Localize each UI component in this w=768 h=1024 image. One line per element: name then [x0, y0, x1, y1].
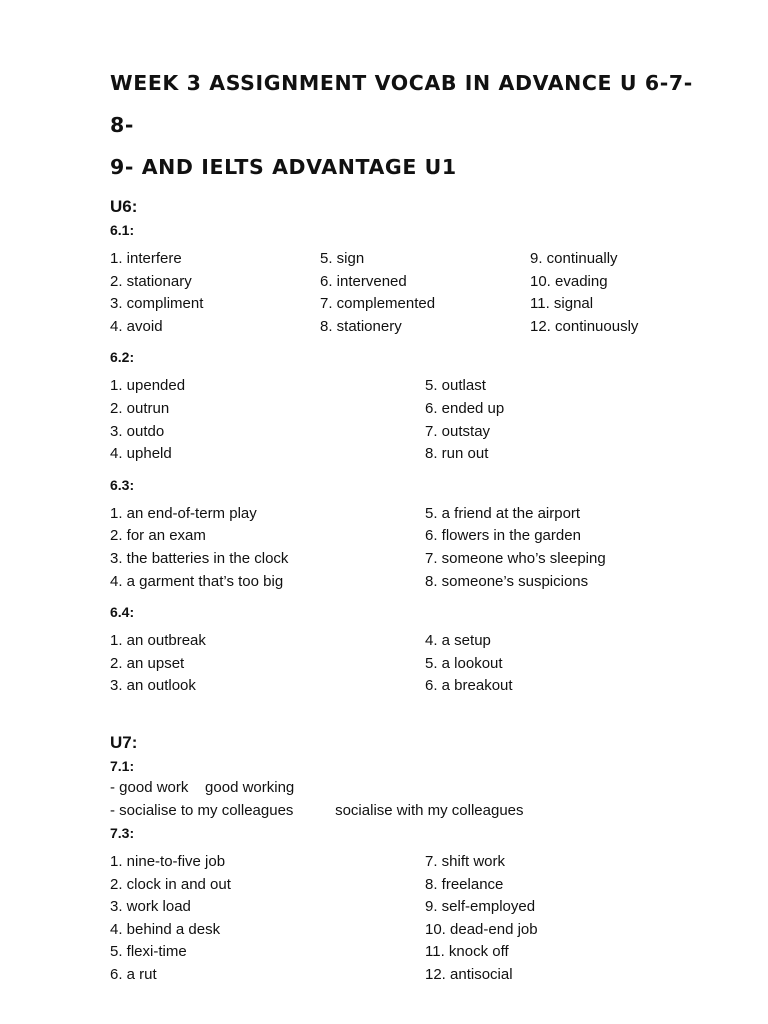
- unit-6-heading: U6:: [110, 197, 138, 216]
- list-item: 7. complemented: [320, 295, 436, 313]
- list-row: [110, 525, 710, 548]
- list-item: 10. dead-end job: [425, 920, 538, 938]
- section-6-4-list: [110, 630, 710, 698]
- section-7-1-line-1: - good work good working: [110, 778, 295, 796]
- section-6-3-label: 6.3:: [110, 476, 135, 493]
- list-item: 9. self-employed: [425, 898, 536, 916]
- list-row: [110, 293, 710, 316]
- list-item: 8. someone’s suspicions: [425, 572, 589, 590]
- list-item: 4. behind a desk: [110, 920, 221, 938]
- section-6-1-label: 6.1:: [110, 222, 135, 238]
- list-item: 5. sign: [320, 250, 365, 267]
- list-row: [110, 316, 710, 339]
- list-item: 12. continuously: [530, 317, 639, 335]
- list-item: 4. avoid: [110, 317, 163, 335]
- list-item: 10. evading: [530, 272, 608, 290]
- list-item: 2. an upset: [110, 654, 185, 672]
- list-item: 7. someone who’s sleeping: [425, 549, 606, 567]
- list-item: 6. a breakout: [425, 677, 513, 695]
- list-row: [110, 964, 710, 987]
- unit-7-heading: U7:: [110, 732, 138, 752]
- list-item: 5. a friend at the airport: [425, 504, 581, 522]
- list-row: [110, 248, 710, 271]
- list-row: [110, 571, 710, 594]
- list-item: 6. ended up: [425, 399, 505, 417]
- list-item: 2. outrun: [110, 399, 170, 417]
- list-row: [110, 896, 710, 919]
- section-6-2-label: 6.2:: [110, 349, 135, 366]
- list-row: [110, 630, 710, 653]
- list-row: [110, 271, 710, 294]
- list-row: [110, 941, 710, 964]
- list-row: [110, 548, 710, 571]
- section-7-1-line-2: - socialise to my colleagues socialise with my colleagues: [110, 801, 524, 819]
- list-item: 5. outlast: [425, 377, 486, 395]
- list-item: 1. interfere: [110, 250, 182, 267]
- list-item: 4. upheld: [110, 445, 172, 463]
- list-item: 2. clock in and out: [110, 875, 231, 893]
- list-row: [110, 375, 710, 398]
- list-item: 5. flexi-time: [110, 943, 187, 961]
- list-item: 6. flowers in the garden: [425, 527, 581, 545]
- list-row: [110, 443, 710, 466]
- section-6-4-label: 6.4:: [110, 604, 135, 621]
- section-6-1-list: [110, 248, 710, 338]
- list-item: 7. shift work: [425, 853, 506, 871]
- list-item: 1. upended: [110, 377, 186, 395]
- list-row: [110, 851, 710, 874]
- section-6-3-list: [110, 503, 710, 593]
- list-item: 6. a rut: [110, 966, 157, 984]
- list-row: [110, 421, 710, 444]
- list-item: 9. continually: [530, 250, 618, 267]
- list-row: [110, 653, 710, 676]
- section-7-3-list: [110, 851, 710, 987]
- document-title-line-2: 9- AND IELTS ADVANTAGE U1: [110, 155, 457, 179]
- list-item: 3. compliment: [110, 295, 204, 313]
- list-item: 12. antisocial: [425, 966, 513, 984]
- list-item: 1. an end-of-term play: [110, 504, 257, 522]
- list-item: 1. an outbreak: [110, 632, 206, 650]
- list-row: [110, 675, 710, 698]
- list-row: [110, 398, 710, 421]
- list-item: 7. outstay: [425, 422, 491, 440]
- list-item: 8. stationery: [320, 317, 402, 335]
- list-item: 8. run out: [425, 445, 489, 463]
- list-row: [110, 919, 710, 942]
- list-item: 4. a setup: [425, 632, 491, 650]
- list-item: 3. the batteries in the clock: [110, 549, 289, 567]
- list-item: 2. for an exam: [110, 527, 206, 545]
- list-item: 2. stationary: [110, 272, 192, 290]
- section-7-1-label: 7.1:: [110, 757, 135, 774]
- list-item: 11. knock off: [425, 943, 509, 961]
- document-page: [110, 62, 710, 987]
- section-7-3-label: 7.3:: [110, 825, 135, 842]
- list-row: [110, 874, 710, 897]
- list-item: 3. an outlook: [110, 677, 196, 695]
- section-6-2-list: [110, 375, 710, 465]
- list-item: 6. intervened: [320, 272, 407, 290]
- list-row: [110, 503, 710, 526]
- list-item: 3. outdo: [110, 422, 165, 440]
- list-item: 1. nine-to-five job: [110, 853, 226, 871]
- list-item: 8. freelance: [425, 875, 504, 893]
- document-title-line-1: WEEK 3 ASSIGNMENT VOCAB IN ADVANCE U 6-7-8-: [110, 71, 693, 137]
- list-item: 3. work load: [110, 898, 191, 916]
- list-item: 11. signal: [530, 295, 594, 313]
- list-item: 4. a garment that’s too big: [110, 572, 284, 590]
- list-item: 5. a lookout: [425, 654, 503, 672]
